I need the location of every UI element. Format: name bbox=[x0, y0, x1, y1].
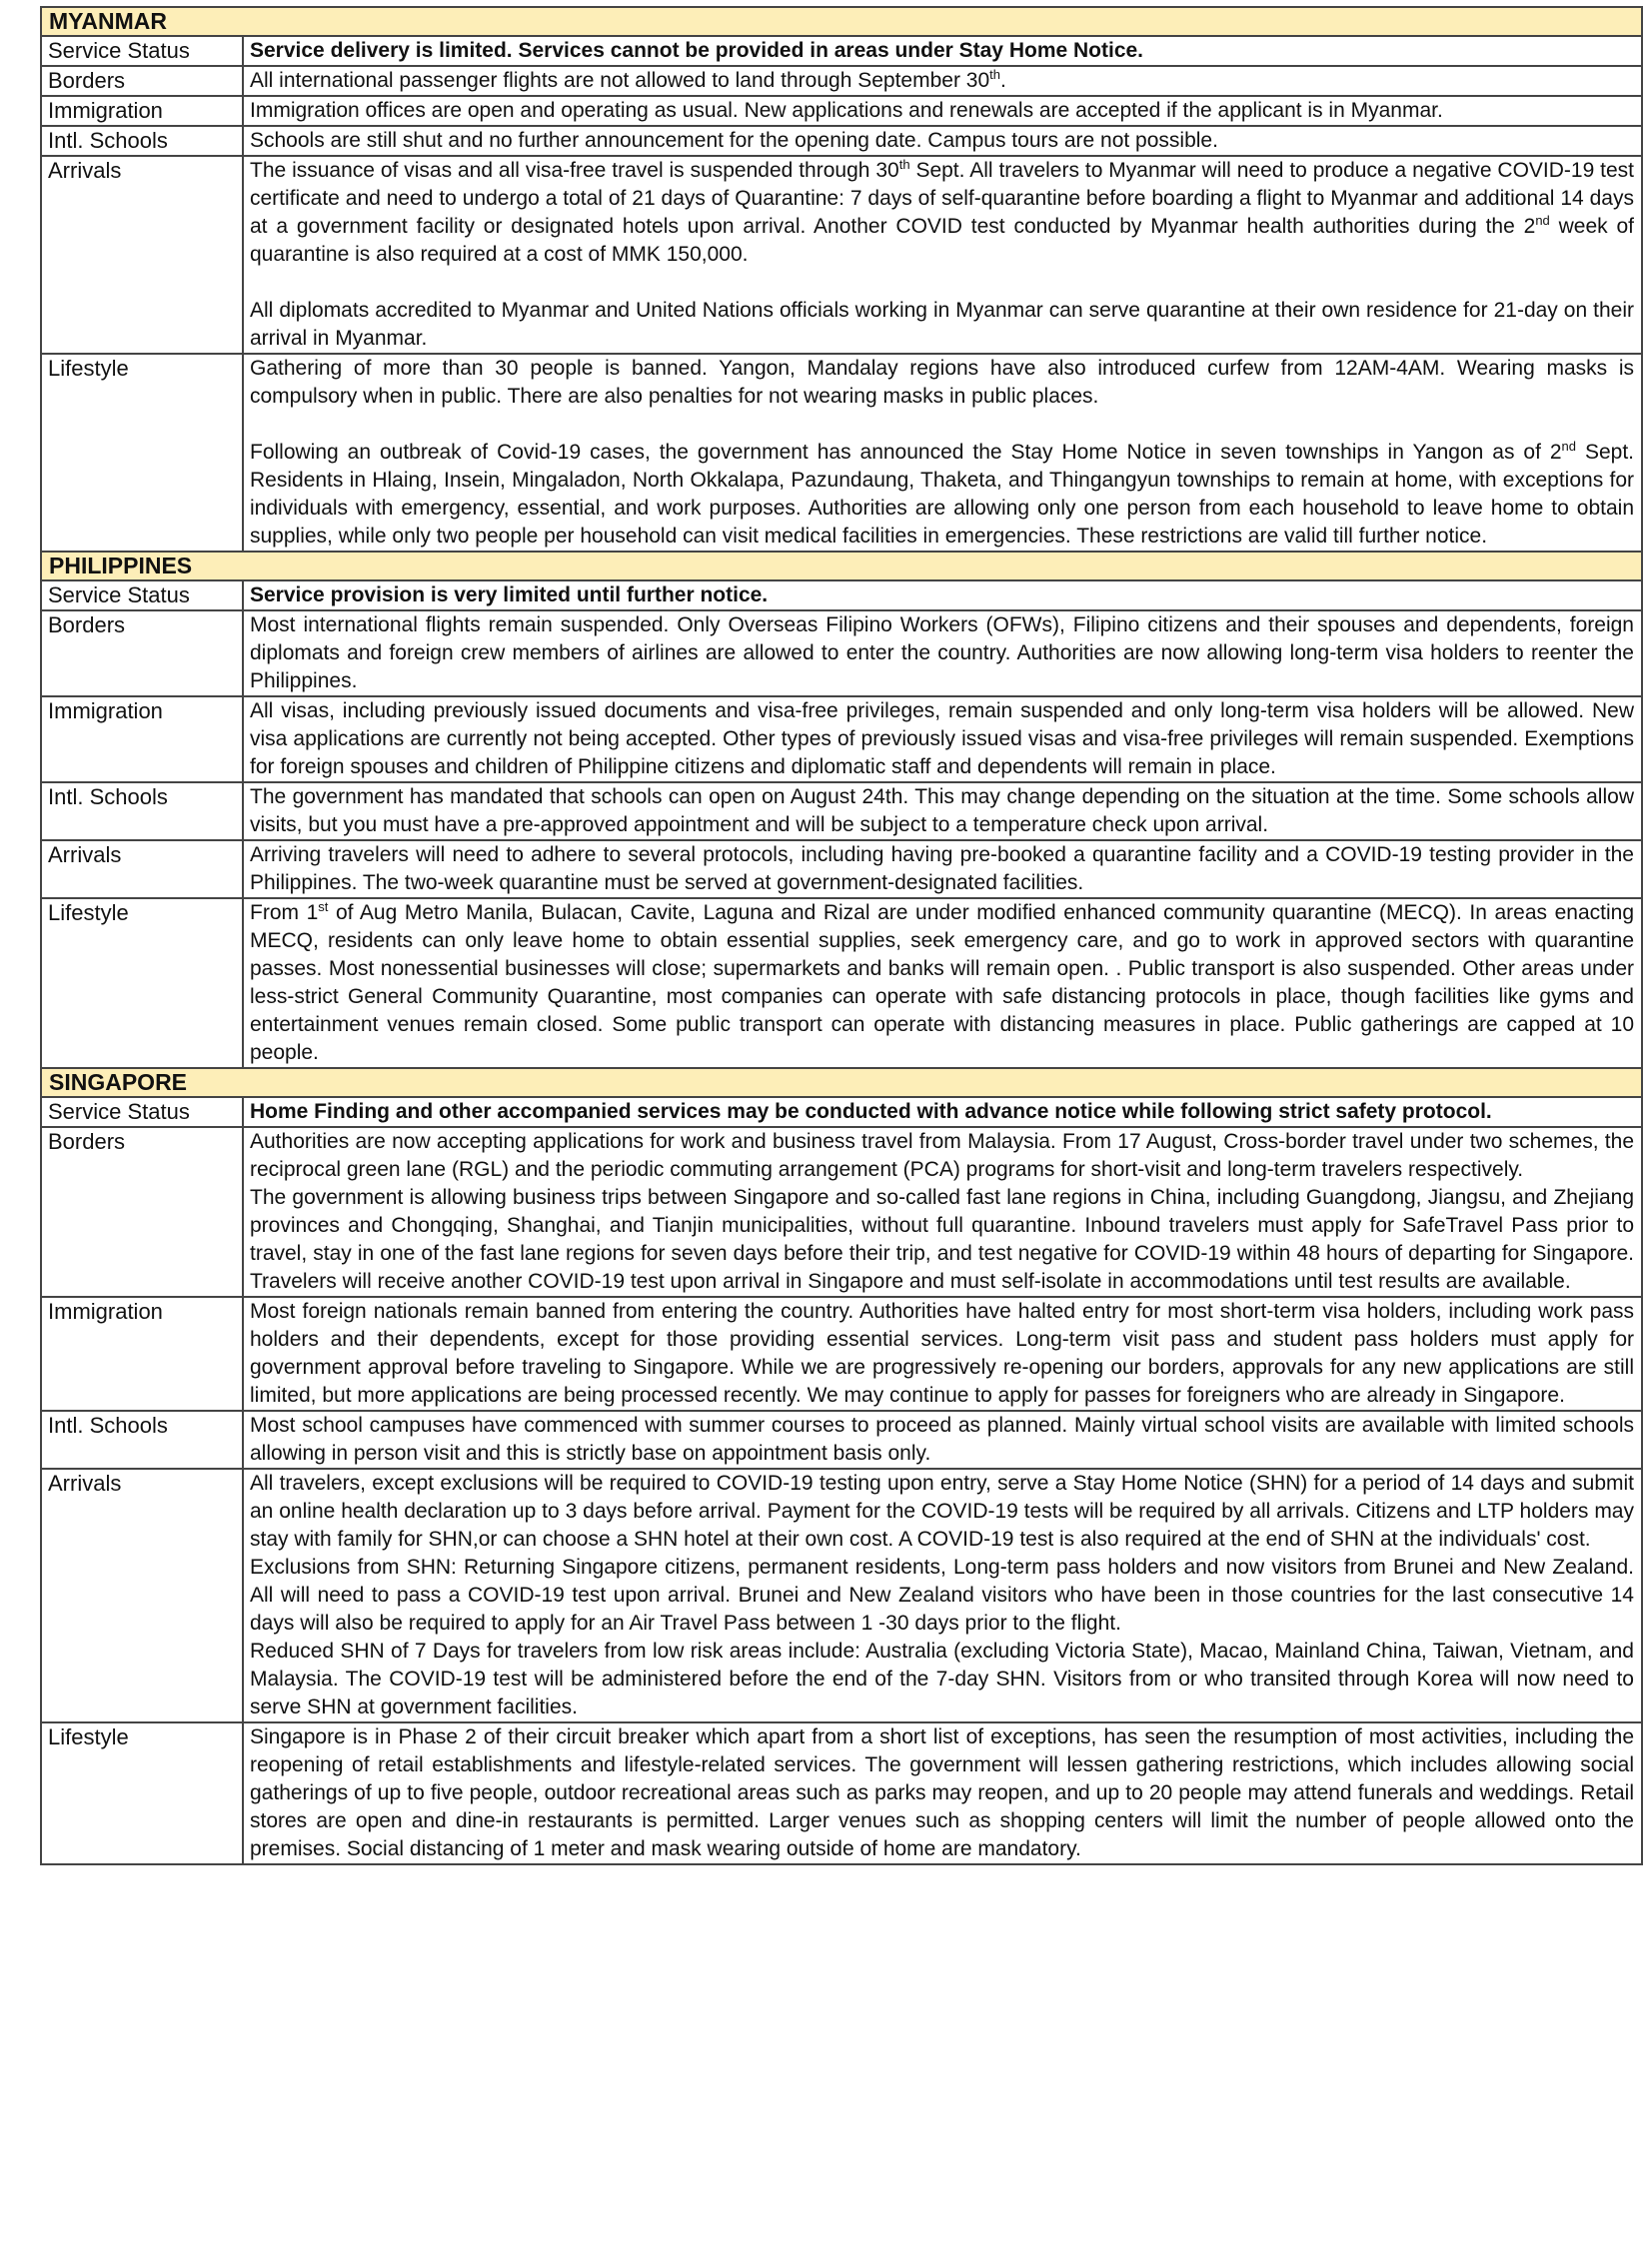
ordinal-suffix: nd bbox=[1535, 213, 1550, 228]
row-label: Borders bbox=[41, 66, 243, 96]
detail-text: All visas, including previously issued documents and visa-free privileges, remain suspended and only long-term visa holders will be allowed. New visa applications are currently not being accepted. Other types of previously issued visas and visa-free privileges will remain suspended. Exemptions for foreign spouses and children of Philippine citizens and diplomatic staff and dependents will remain in place. bbox=[250, 699, 1634, 778]
table-row-philippines-immigration bbox=[41, 696, 1642, 782]
country-status-table bbox=[40, 6, 1643, 1865]
row-label: Immigration bbox=[41, 1297, 243, 1411]
detail-text: The government has mandated that schools can open on August 24th. This may change depending on the situation at the time. Some schools allow visits, but you must have a pre-approved appointment and will be subject to a temperature check upon arrival. bbox=[250, 785, 1634, 836]
detail-paragraph bbox=[250, 697, 1634, 781]
row-detail bbox=[243, 696, 1642, 782]
detail-text: Most school campuses have commenced with summer courses to proceed as planned. Mainly virtual school visits are available with limited schools allowing in person visit and this is strictly base on appointment basis only. bbox=[250, 1414, 1634, 1465]
detail-paragraph bbox=[250, 1638, 1634, 1721]
row-label: Arrivals bbox=[41, 1469, 243, 1722]
detail-paragraph bbox=[250, 611, 1634, 695]
row-label: Arrivals bbox=[41, 156, 243, 354]
table-row-singapore-arrivals bbox=[41, 1469, 1642, 1722]
ordinal-suffix: st bbox=[318, 899, 329, 914]
detail-text: From 1 bbox=[250, 901, 319, 924]
row-label: Immigration bbox=[41, 696, 243, 782]
row-detail bbox=[243, 580, 1642, 610]
row-label: Intl. Schools bbox=[41, 126, 243, 156]
detail-text: Home Finding and other accompanied services may be conducted with advance notice while following strict safety protocol. bbox=[250, 1100, 1492, 1123]
detail-text: Gathering of more than 30 people is banned. Yangon, Mandalay regions have also introduced curfew from 12AM-4AM. Wearing masks is compulsory when in public. There are also penalties for not wearing masks in public places. bbox=[250, 357, 1634, 408]
detail-paragraph bbox=[250, 355, 1634, 411]
row-detail bbox=[243, 1097, 1642, 1127]
paragraph-gap bbox=[250, 411, 1634, 439]
detail-paragraph bbox=[250, 1554, 1634, 1638]
row-detail bbox=[243, 1469, 1642, 1722]
detail-text: All travelers, except exclusions will be required to COVID-19 testing upon entry, serve a Stay Home Notice (SHN) for a period of 14 days and submit an online health declaration up to 3 days before arrival. Payment for the COVID-19 tests will be required by all arrivals. Citizens and LTP holders may stay with family for SHN,or can choose a SHN hotel at their own cost. A COVID-19 test is also required at the end of SHN at the individuals' cost. bbox=[250, 1472, 1634, 1551]
row-label: Immigration bbox=[41, 96, 243, 126]
country-name: SINGAPORE bbox=[41, 1068, 1642, 1097]
row-label: Service Status bbox=[41, 36, 243, 66]
table-row-myanmar-arrivals bbox=[41, 156, 1642, 354]
detail-paragraph bbox=[250, 67, 1634, 95]
country-status-document bbox=[40, 6, 1641, 1865]
row-detail bbox=[243, 898, 1642, 1068]
detail-text: Following an outbreak of Covid-19 cases, the government has announced the Stay Home Notice in seven townships in Yangon as of 2 bbox=[250, 441, 1562, 464]
detail-text: of Aug Metro Manila, Bulacan, Cavite, Laguna and Rizal are under modified enhanced community quarantine (MECQ). In areas enacting MECQ, residents can only leave home to obtain essential supplies, seek emergency care, and go to work in approved sectors with quarantine passes. Most nonessential businesses will close; supermarkets and banks will remain open. . Public transport is also suspended. Other areas under less-strict General Community Quarantine, most companies can operate with safe distancing protocols in place, though facilities like gyms and entertainment venues remain closed. Some public transport can operate with distancing measures in place. Public gatherings are capped at 10 people. bbox=[250, 901, 1634, 1064]
detail-paragraph bbox=[250, 297, 1634, 353]
detail-text: Schools are still shut and no further announcement for the opening date. Campus tours are not possible. bbox=[250, 129, 1218, 152]
detail-paragraph bbox=[250, 581, 1634, 609]
row-detail bbox=[243, 1127, 1642, 1297]
table-row-singapore-intl-schools bbox=[41, 1411, 1642, 1469]
row-label: Intl. Schools bbox=[41, 782, 243, 840]
table-row-myanmar-intl-schools bbox=[41, 126, 1642, 156]
table-row-philippines-intl-schools bbox=[41, 782, 1642, 840]
detail-text: Service provision is very limited until further notice. bbox=[250, 583, 769, 606]
country-header-myanmar bbox=[41, 7, 1642, 36]
detail-text: The government is allowing business trips between Singapore and so-called fast lane regions in China, including Guangdong, Jiangsu, and Zhejiang provinces and Chongqing, Shanghai, and Tianjin municipalities, without full quarantine. Inbound travelers must apply for SafeTravel Pass prior to travel, stay in one of the fast lane regions for seven days before their trip, and test negative for COVID-19 within 48 hours of departing for Singapore. Travelers will receive another COVID-19 test upon arrival in Singapore and must self-isolate in accommodations until test results are available. bbox=[250, 1186, 1634, 1293]
row-label: Lifestyle bbox=[41, 1722, 243, 1864]
row-label: Lifestyle bbox=[41, 354, 243, 552]
table-row-philippines-arrivals bbox=[41, 840, 1642, 898]
table-row-singapore-service-status bbox=[41, 1097, 1642, 1127]
row-detail bbox=[243, 1297, 1642, 1411]
row-detail bbox=[243, 1411, 1642, 1469]
country-name: MYANMAR bbox=[41, 7, 1642, 36]
table-row-myanmar-service-status bbox=[41, 36, 1642, 66]
paragraph-gap bbox=[250, 269, 1634, 297]
detail-text: Exclusions from SHN: Returning Singapore citizens, permanent residents, Long-term pass holders and now visitors from Brunei and New Zealand. All will need to pass a COVID-19 test upon arrival. Brunei and New Zealand visitors who have been in those countries for the last consecutive 14 days will also be required to apply for an Air Travel Pass between 1 -30 days prior to the flight. bbox=[250, 1556, 1634, 1635]
country-name: PHILIPPINES bbox=[41, 552, 1642, 580]
row-detail bbox=[243, 96, 1642, 126]
ordinal-suffix: nd bbox=[1561, 439, 1576, 454]
row-label: Intl. Schools bbox=[41, 1411, 243, 1469]
row-detail bbox=[243, 610, 1642, 696]
row-label: Borders bbox=[41, 1127, 243, 1297]
detail-paragraph bbox=[250, 1412, 1634, 1468]
table-row-singapore-borders bbox=[41, 1127, 1642, 1297]
row-detail bbox=[243, 156, 1642, 354]
table-row-philippines-borders bbox=[41, 610, 1642, 696]
detail-text: Authorities are now accepting applications for work and business travel from Malaysia. From 17 August, Cross-border travel under two schemes, the reciprocal green lane (RGL) and the periodic commuting arrangement (PCA) programs for short-visit and long-term travelers respectively. bbox=[250, 1130, 1634, 1181]
detail-text: Most international flights remain suspended. Only Overseas Filipino Workers (OFWs), Filipino citizens and their spouses and dependents, foreign diplomats and foreign crew members of airlines are allowed to enter the country. Authorities are now allowing long-term visa holders to reenter the Philippines. bbox=[250, 613, 1634, 692]
table-row-myanmar-borders bbox=[41, 66, 1642, 96]
row-detail bbox=[243, 782, 1642, 840]
detail-paragraph bbox=[250, 1184, 1634, 1296]
row-detail bbox=[243, 126, 1642, 156]
detail-paragraph bbox=[250, 127, 1634, 155]
detail-paragraph bbox=[250, 899, 1634, 1067]
detail-paragraph bbox=[250, 37, 1634, 65]
detail-text: Arriving travelers will need to adhere to several protocols, including having pre-booked a quarantine facility and a COVID-19 testing provider in the Philippines. The two-week quarantine must be served at government-designated facilities. bbox=[250, 843, 1634, 894]
detail-paragraph bbox=[250, 1128, 1634, 1184]
detail-paragraph bbox=[250, 783, 1634, 839]
table-row-philippines-lifestyle bbox=[41, 898, 1642, 1068]
detail-text: Sept. Residents in Hlaing, Insein, Mingaladon, North Okkalapa, Pazundaung, Thaketa, and Thingangyun townships to remain at home, with exceptions for individuals with emergency, essential, and work purposes. Authorities are allowing only one person from each household to leave home to obtain supplies, while only two people per household can visit medical facilities in emergencies. These restrictions are valid till further notice. bbox=[250, 441, 1634, 548]
detail-text: Singapore is in Phase 2 of their circuit breaker which apart from a short list of exceptions, has seen the resumption of most activities, including the reopening of retail establishments and lifestyle-related services. The government will lessen gathering restrictions, which includes allowing social gatherings of up to five people, outdoor recreational areas such as parks may reopen, and up to 20 people may attend funerals and weddings. Retail stores are open and dine-in restaurants is permitted. Larger venues such as shopping centers will limit the number of people allowed onto the premises. Social distancing of 1 meter and mask wearing outside of home are mandatory. bbox=[250, 1725, 1634, 1860]
table-row-philippines-service-status bbox=[41, 580, 1642, 610]
detail-paragraph bbox=[250, 157, 1634, 269]
row-label: Borders bbox=[41, 610, 243, 696]
detail-paragraph bbox=[250, 97, 1634, 125]
row-detail bbox=[243, 1722, 1642, 1864]
row-label: Arrivals bbox=[41, 840, 243, 898]
detail-text: . bbox=[999, 69, 1006, 92]
detail-paragraph bbox=[250, 1723, 1634, 1863]
detail-text: Immigration offices are open and operating as usual. New applications and renewals are accepted if the applicant is in Myanmar. bbox=[250, 99, 1443, 122]
row-detail bbox=[243, 354, 1642, 552]
detail-text: Sept. All travelers to Myanmar will need to produce a negative COVID-19 test certificate and need to undergo a total of 21 days of Quarantine: 7 days of self-quarantine before boarding a flight to Myanmar and additional 14 days at a government facility or designated hotels upon arrival. Another COVID test conducted by Myanmar health authorities during the 2 bbox=[250, 159, 1635, 238]
row-label: Service Status bbox=[41, 580, 243, 610]
table-row-myanmar-immigration bbox=[41, 96, 1642, 126]
table-row-myanmar-lifestyle bbox=[41, 354, 1642, 552]
detail-text: Reduced SHN of 7 Days for travelers from low risk areas include: Australia (excluding Victoria State), Macao, Mainland China, Taiwan, Vietnam, and Malaysia. The COVID-19 test will be administered before the end of the 7-day SHN. Visitors from or who transited through Korea will now need to serve SHN at government facilities. bbox=[250, 1640, 1634, 1718]
detail-text: Most foreign nationals remain banned from entering the country. Authorities have halted entry for most short-term visa holders, including work pass holders and their dependents, except for those providing essential services. Long-term visit pass and student pass holders must apply for government approval before traveling to Singapore. While we are progressively re-opening our borders, approvals for any new applications are still limited, but more applications are being processed recently. We may continue to apply for passes for foreigners who are already in Singapore. bbox=[250, 1300, 1634, 1407]
ordinal-suffix: th bbox=[898, 157, 910, 172]
detail-paragraph bbox=[250, 841, 1634, 897]
detail-text: All diplomats accredited to Myanmar and United Nations officials working in Myanmar can serve quarantine at their own residence for 21-day on their arrival in Myanmar. bbox=[250, 299, 1634, 350]
detail-text: week of quarantine is also required at a cost of MMK 150,000. bbox=[250, 215, 1634, 266]
table-row-singapore-immigration bbox=[41, 1297, 1642, 1411]
country-header-singapore bbox=[41, 1068, 1642, 1097]
detail-paragraph bbox=[250, 1298, 1634, 1410]
detail-text: Service delivery is limited. Services cannot be provided in areas under Stay Home Notice. bbox=[250, 39, 1144, 62]
row-detail bbox=[243, 66, 1642, 96]
row-detail bbox=[243, 840, 1642, 898]
ordinal-suffix: th bbox=[989, 67, 1000, 82]
detail-paragraph bbox=[250, 1470, 1634, 1554]
detail-paragraph bbox=[250, 439, 1634, 551]
row-label: Service Status bbox=[41, 1097, 243, 1127]
table-row-singapore-lifestyle bbox=[41, 1722, 1642, 1864]
detail-text: All international passenger flights are not allowed to land through September 30 bbox=[250, 69, 990, 92]
row-label: Lifestyle bbox=[41, 898, 243, 1068]
detail-text: The issuance of visas and all visa-free travel is suspended through 30 bbox=[250, 159, 899, 182]
country-header-philippines bbox=[41, 552, 1642, 580]
detail-paragraph bbox=[250, 1098, 1634, 1126]
row-detail bbox=[243, 36, 1642, 66]
